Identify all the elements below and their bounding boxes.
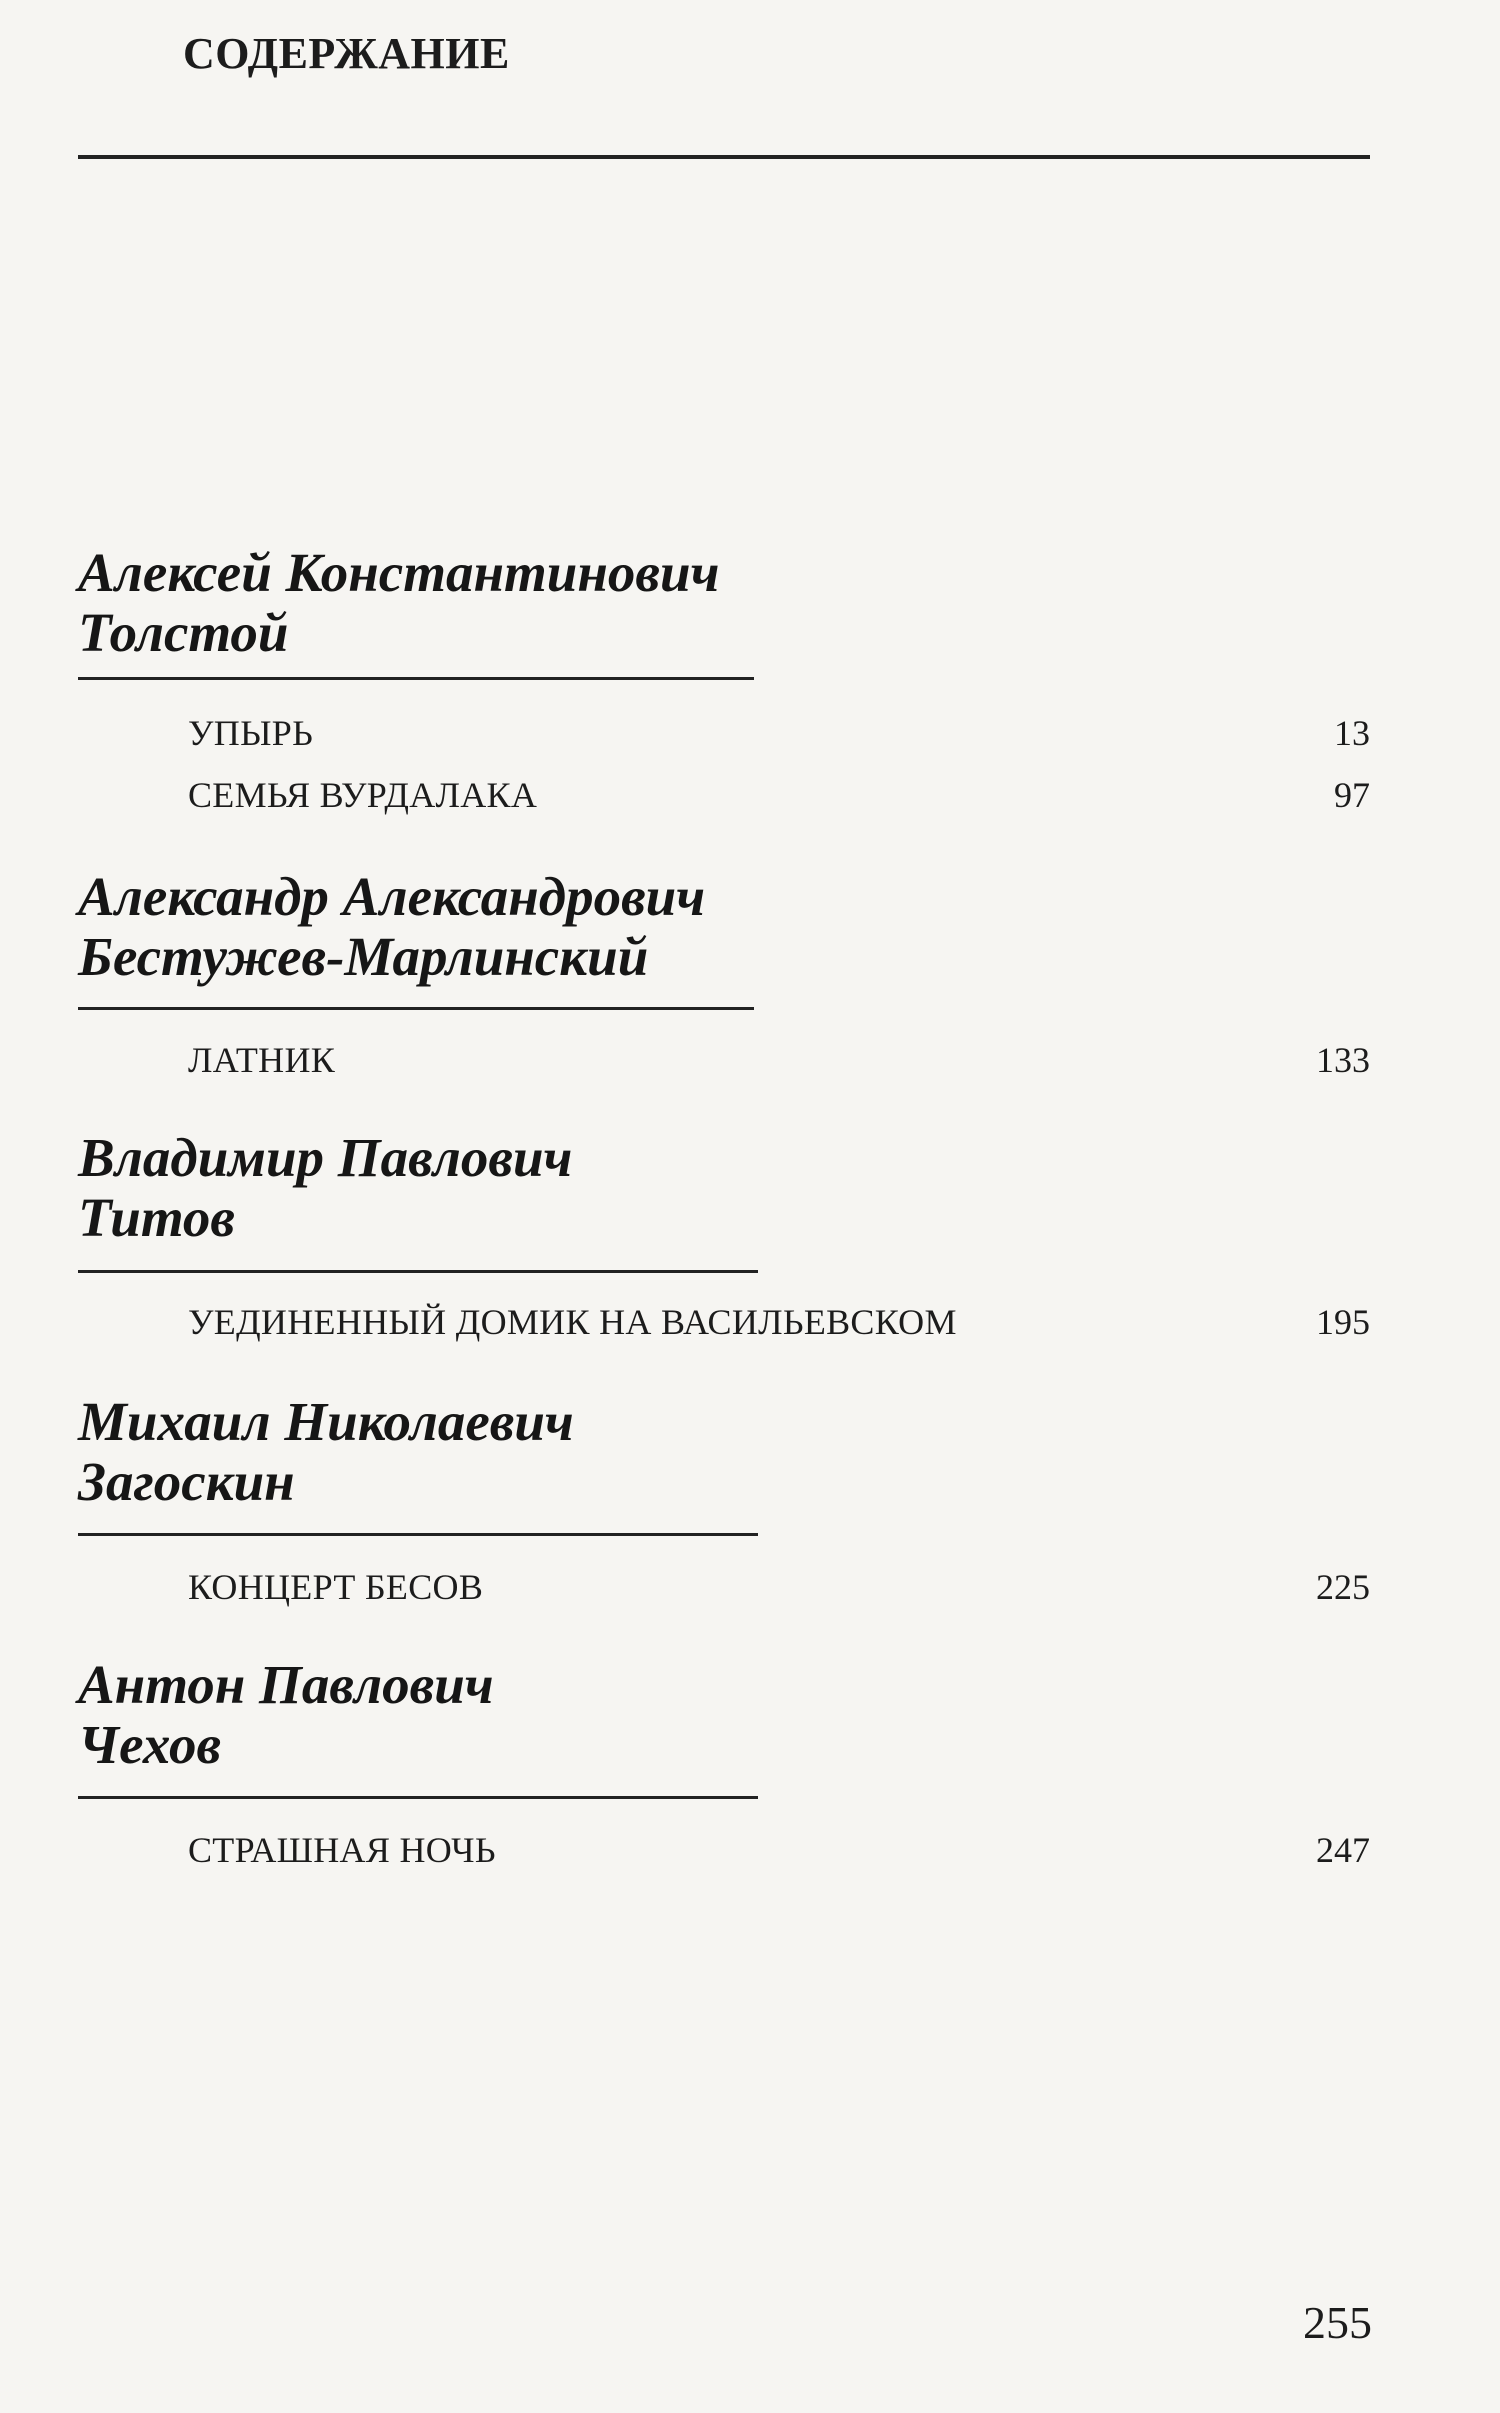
author-last-line: Загоскин xyxy=(78,1451,295,1512)
header-divider xyxy=(78,155,1370,159)
author-name xyxy=(78,543,719,663)
author-last-line: Бестужев-Марлинский xyxy=(78,926,649,987)
author-first-line: Владимир Павлович xyxy=(78,1127,573,1188)
work-page-number: 133 xyxy=(1316,1040,1370,1080)
work-title: УЕДИНЕННЫЙ ДОМИК НА ВАСИЛЬЕВСКОМ xyxy=(188,1302,957,1342)
page-number: 255 xyxy=(1303,2297,1372,2348)
work-page-number: 195 xyxy=(1316,1302,1370,1342)
work-page-number: 97 xyxy=(1334,775,1370,815)
author-last-line: Толстой xyxy=(78,602,289,663)
author-last-line: Титов xyxy=(78,1187,235,1248)
author-name xyxy=(78,1128,572,1248)
author-name xyxy=(78,1655,494,1775)
work-title: УПЫРЬ xyxy=(188,713,314,753)
work-page-number: 13 xyxy=(1334,713,1370,753)
author-divider xyxy=(78,1796,758,1799)
author-name xyxy=(78,867,705,987)
author-divider xyxy=(78,1533,758,1536)
author-divider xyxy=(78,1270,758,1273)
author-first-line: Александр Александрович xyxy=(78,866,706,927)
author-divider xyxy=(78,677,754,680)
work-title: КОНЦЕРТ БЕСОВ xyxy=(188,1567,484,1607)
author-first-line: Алексей Константинович xyxy=(78,542,720,603)
work-page-number: 225 xyxy=(1316,1567,1370,1607)
author-last-line: Чехов xyxy=(78,1714,222,1775)
author-divider xyxy=(78,1007,754,1010)
work-title: ЛАТНИК xyxy=(188,1040,336,1080)
author-first-line: Антон Павлович xyxy=(78,1654,494,1715)
work-page-number: 247 xyxy=(1316,1830,1370,1870)
page-title: СОДЕРЖАНИЕ xyxy=(183,29,510,78)
author-name xyxy=(78,1392,574,1512)
author-first-line: Михаил Николаевич xyxy=(78,1391,574,1452)
work-title: СЕМЬЯ ВУРДАЛАКА xyxy=(188,775,538,815)
work-title: СТРАШНАЯ НОЧЬ xyxy=(188,1830,496,1870)
